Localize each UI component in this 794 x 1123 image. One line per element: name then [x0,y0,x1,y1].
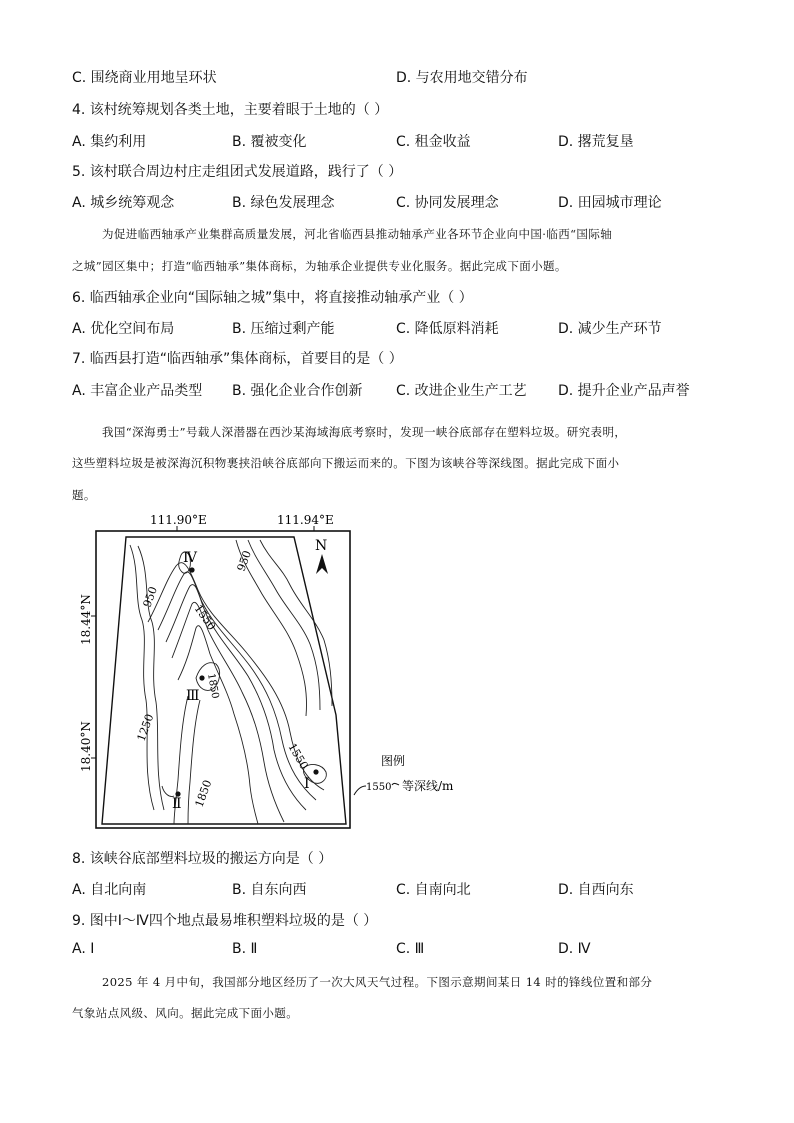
question-7: 7. 临西县打造“临西轴承”集体商标，首要目的是（ ） [72,351,403,367]
contour-label-950-east: 950 [234,548,255,574]
point-ii-label: Ⅱ [172,796,182,812]
q3-option-d: D. 与农用地交错分布 [396,70,528,86]
q9-option-b: B. Ⅱ [232,941,258,957]
legend-value: 1550 [366,782,392,793]
contour-label-950-west: 950 [140,584,161,610]
lat-label-1: 18.44°N [79,594,93,645]
point-iv-label: Ⅳ [183,550,197,566]
legend-contour-symbol [354,786,366,795]
passage-3-line-1: 我国“深海勇士”号载人深潜器在西沙某海域海底考察时，发现一峡谷底部存在塑料垃圾。研究表明， [102,425,627,439]
legend-title: 图例 [381,754,406,768]
north-arrow-icon [315,538,328,574]
q5-option-d: D. 田园城市理论 [558,195,662,211]
q6-option-c: C. 降低原料消耗 [396,321,499,337]
q5-option-c: C. 协同发展理念 [396,195,499,211]
q5-option-b: B. 绿色发展理念 [232,195,335,211]
contour-label-1850-iii: 1850 [205,672,221,700]
q8-option-b: B. 自东向西 [232,882,307,898]
q7-option-b: B. 强化企业合作创新 [232,383,363,399]
q8-option-d: D. 自西向东 [558,882,634,898]
contour-label-1550-east: 1550 [285,741,311,772]
map-frame [96,531,350,828]
contour-label-1850-south: 1850 [192,778,215,810]
lon-label-2: 111.94°E [277,513,334,527]
point-iii-label: Ⅲ [186,688,200,704]
contour-label-1250: 1250 [134,712,157,744]
question-4: 4. 该村统筹规划各类土地，主要着眼于土地的（ ） [72,102,389,118]
passage-2-line-1: 为促进临西轴承产业集群高质量发展，河北省临西县推动轴承产业各环节企业向中国·临西“国际轴 [102,227,613,241]
q7-option-d: D. 提升企业产品声誉 [558,383,690,399]
passage-3-line-3: 题。 [72,488,96,502]
q7-option-c: C. 改进企业生产工艺 [396,383,527,399]
point-i-label: Ⅰ [304,776,310,792]
q6-option-a: A. 优化空间布局 [72,321,175,337]
point-iv-marker [189,567,194,572]
passage-4-line-2: 气象站点风级、风向。据此完成下面小题。 [72,1006,299,1020]
question-8: 8. 该峡谷底部塑料垃圾的搬运方向是（ ） [72,851,333,867]
passage-4-line-1: 2025 年 4 月中旬，我国部分地区经历了一次大风天气过程。下图示意期间某日 14 时的锋线位置和部分 [102,975,653,989]
question-6: 6. 临西轴承企业向“国际轴之城”集中，将直接推动轴承产业（ ） [72,290,473,306]
contours [130,540,332,824]
lat-label-2: 18.40°N [79,721,93,772]
q4-option-b: B. 覆被变化 [232,134,307,150]
point-i-marker [313,769,318,774]
lon-label-1: 111.90°E [150,513,207,527]
q6-option-d: D. 减少生产环节 [558,321,662,337]
contour-label-1550-north: 1550 [191,602,219,633]
question-9: 9. 图中Ⅰ～Ⅳ四个地点最易堆积塑料垃圾的是（ ） [72,913,378,929]
q6-option-b: B. 压缩过剩产能 [232,321,335,337]
q4-option-a: A. 集约利用 [72,134,147,150]
q4-option-c: C. 租金收益 [396,134,471,150]
q8-option-a: A. 自北向南 [72,882,147,898]
q5-option-a: A. 城乡统筹观念 [72,195,175,211]
north-label: N [315,538,328,554]
question-5: 5. 该村联合周边村庄走组团式发展道路，践行了（ ） [72,164,403,180]
q8-option-c: C. 自南向北 [396,882,471,898]
q9-option-c: C. Ⅲ [396,941,425,957]
canyon-bathymetric-map [70,510,490,840]
legend-text: 等深线/m [402,779,454,793]
q9-option-a: A. Ⅰ [72,941,95,957]
passage-3-line-2: 这些塑料垃圾是被深海沉积物裹挟沿峡谷底部向下搬运而来的。下图为该峡谷等深线图。据此完成下面小 [72,456,620,470]
passage-2-line-2: 之城”园区集中；打造“临西轴承”集体商标，为轴承企业提供专业化服务。据此完成下面小题。 [72,259,567,273]
q3-option-c: C. 围绕商业用地呈环状 [72,70,217,86]
q4-option-d: D. 撂荒复垦 [558,134,634,150]
point-iii-marker [199,675,204,680]
q9-option-d: D. Ⅳ [558,941,591,957]
q7-option-a: A. 丰富企业产品类型 [72,383,203,399]
